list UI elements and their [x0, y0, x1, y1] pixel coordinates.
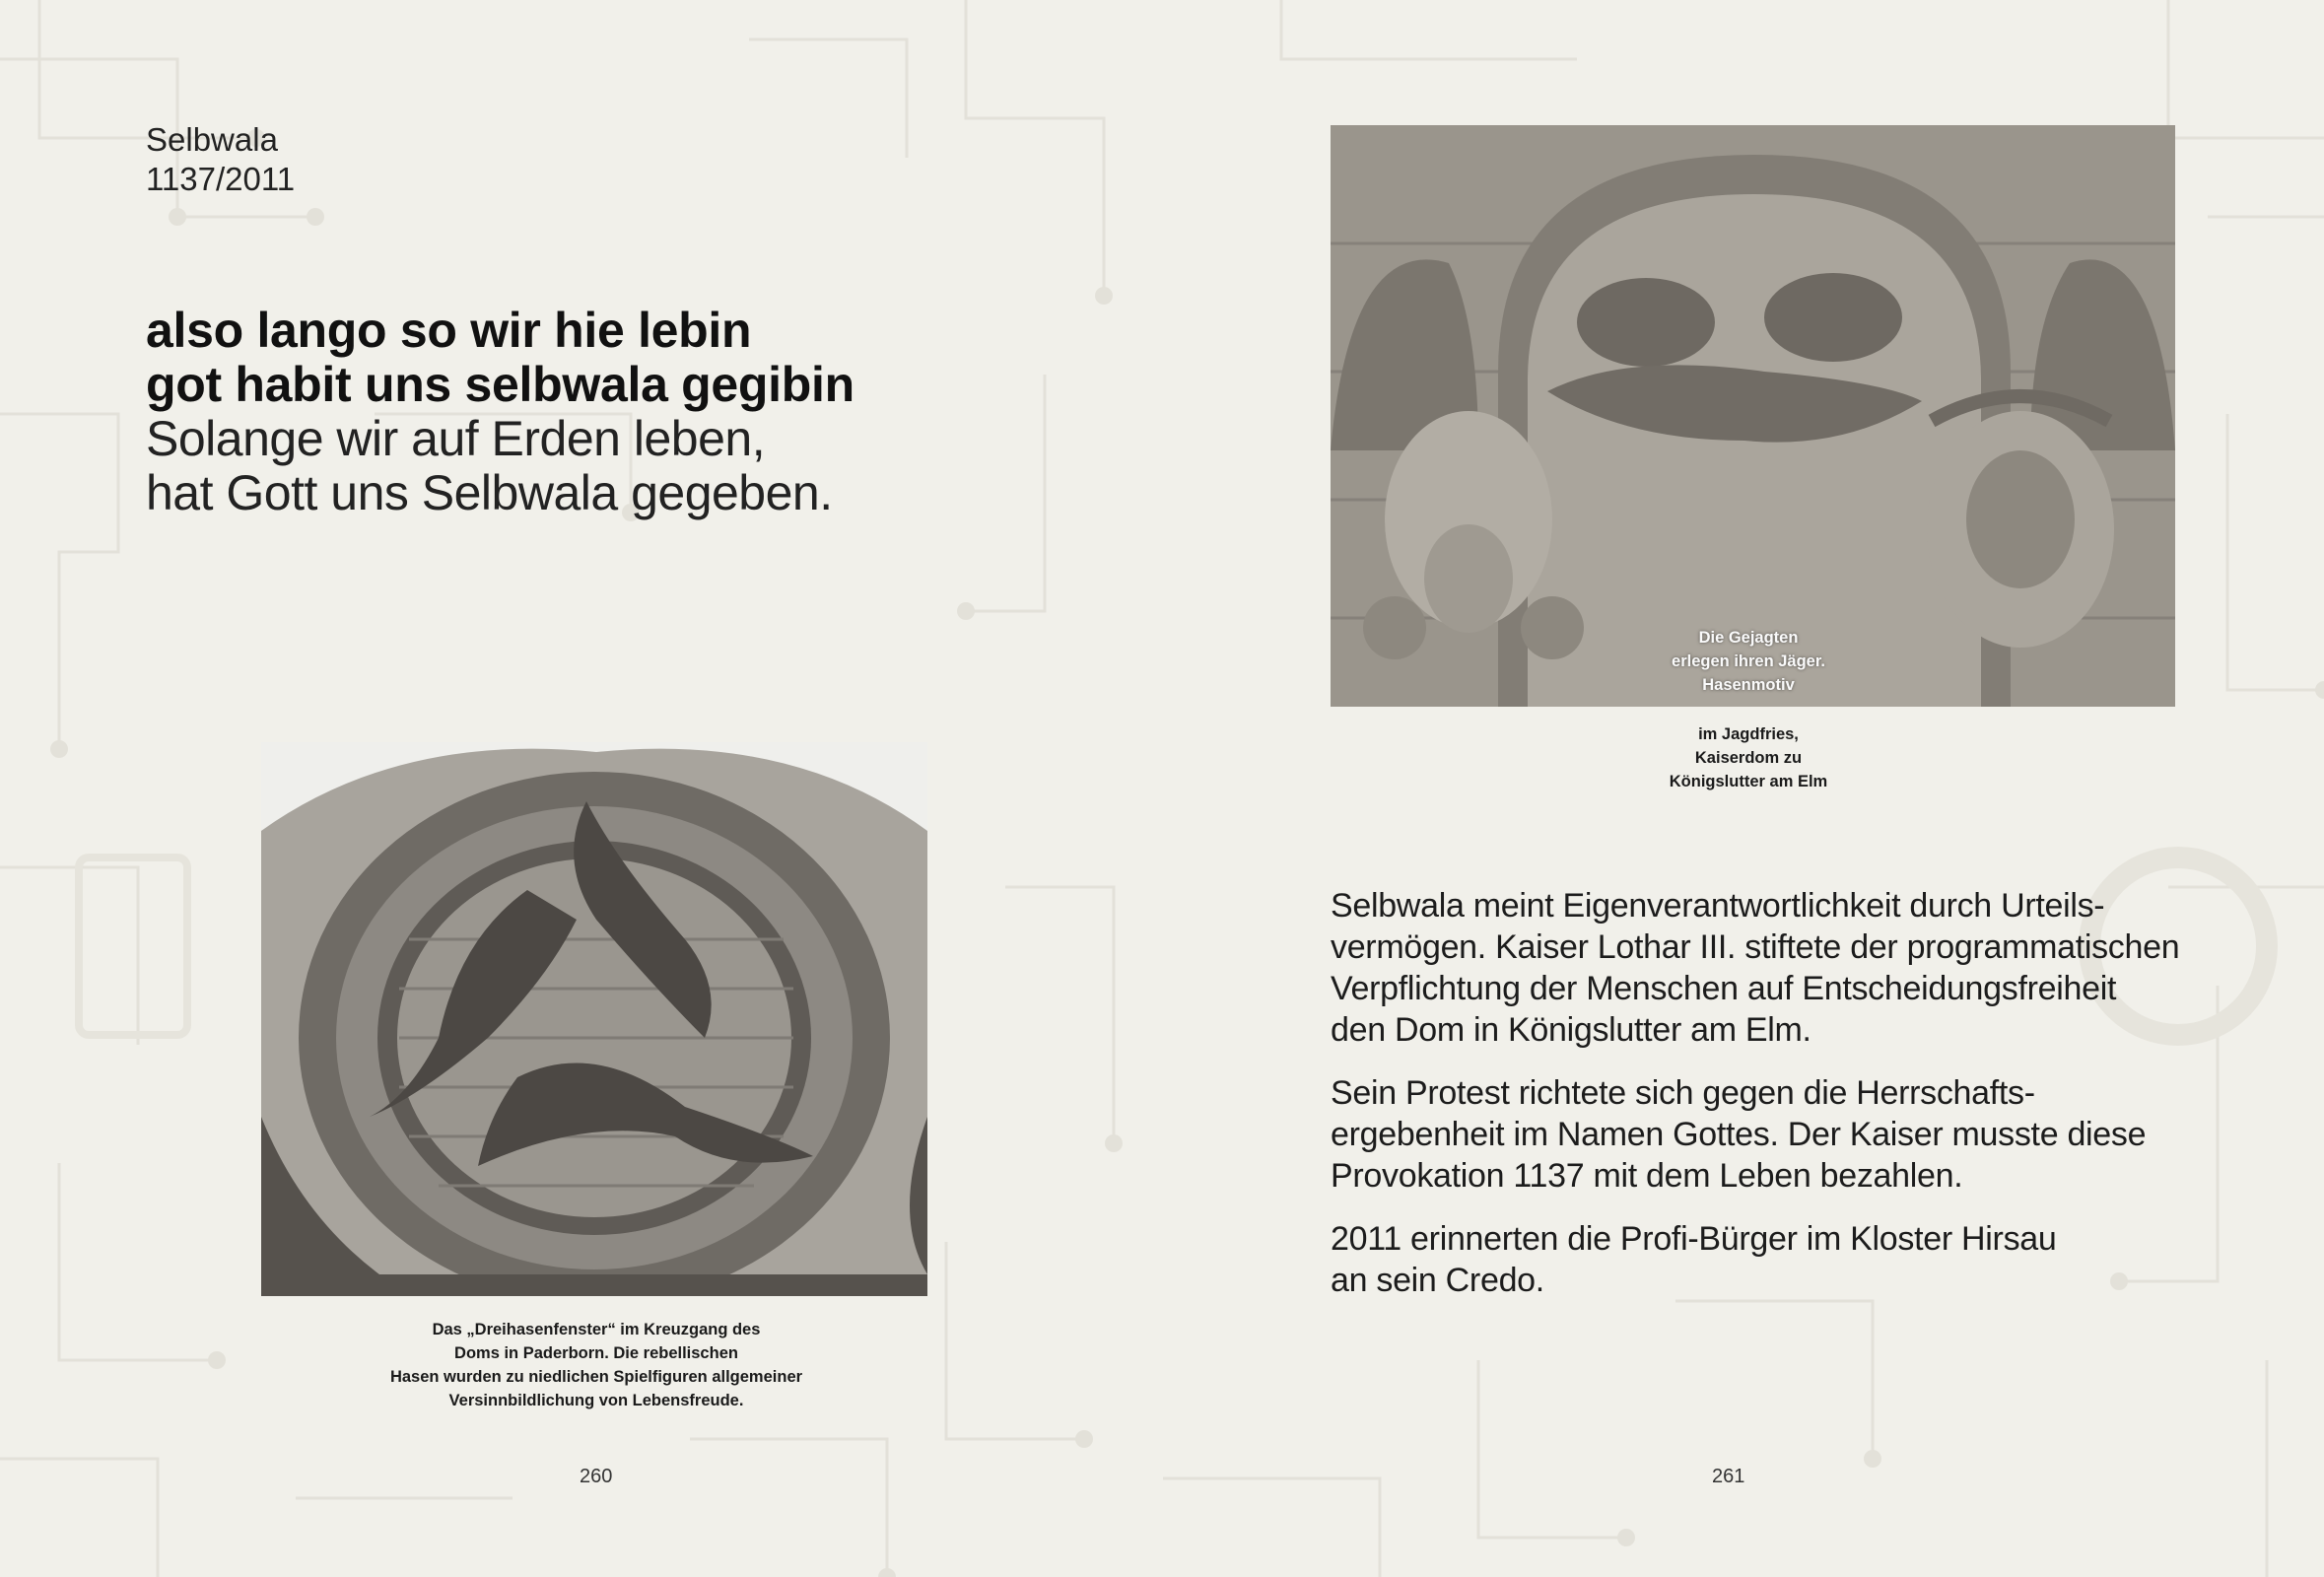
body-text — [1331, 885, 2218, 1323]
text-line: Provokation 1137 mit dem Leben bezahlen. — [1331, 1157, 1963, 1195]
text-line: den Dom in Königslutter am Elm. — [1331, 1011, 1811, 1049]
chapter-heading — [146, 120, 295, 199]
chapter-title: Selbwala — [146, 121, 278, 158]
three-hares-window-photo — [261, 742, 927, 1296]
text-line: Sein Protest richtete sich gegen die Herrschafts- — [1331, 1074, 2035, 1112]
paragraph — [1331, 1072, 2218, 1197]
verse-translation-line-1: Solange wir auf Erden leben, — [146, 411, 766, 466]
text-line: Selbwala meint Eigenverantwortlichkeit durch Urteils- — [1331, 887, 2105, 925]
verse-block — [146, 304, 854, 520]
page-number-right: 261 — [1712, 1466, 1745, 1487]
right-page — [1162, 0, 2324, 1577]
caption-line: Hasenmotiv — [1702, 676, 1795, 694]
caption-overlay — [1635, 626, 1862, 697]
text-line: vermögen. Kaiser Lothar III. stiftete der programmatischen — [1331, 928, 2180, 966]
page-number-left: 260 — [580, 1466, 613, 1487]
verse-old-line-1: also lango so wir hie lebin — [146, 303, 752, 358]
caption-line: Hasen wurden zu niedlichen Spielfiguren allgemeiner — [389, 1368, 803, 1386]
verse-translation-line-2: hat Gott uns Selbwala gegeben. — [146, 465, 833, 520]
verse-old-line-2: got habit uns selbwala gegibin — [146, 357, 854, 412]
paragraph — [1331, 1218, 2218, 1301]
caption-line: im Jagdfries, — [1698, 725, 1799, 743]
chapter-years: 1137/2011 — [146, 161, 296, 197]
caption-line: Die Gejagten — [1698, 629, 1799, 647]
left-photo-caption — [335, 1318, 857, 1412]
right-photo-caption — [1635, 629, 1862, 793]
paragraph — [1331, 885, 2218, 1051]
caption-line: erlegen ihren Jäger. — [1672, 652, 1825, 670]
text-line: Verpflichtung der Menschen auf Entscheidungsfreiheit — [1331, 970, 2117, 1007]
text-line: ergebenheit im Namen Gottes. Der Kaiser musste diese — [1331, 1116, 2147, 1153]
caption-line: Königslutter am Elm — [1669, 773, 1828, 790]
caption-line: Doms in Paderborn. Die rebellischen — [454, 1344, 738, 1362]
text-line: 2011 erinnerten die Profi-Bürger im Kloster Hirsau — [1331, 1220, 2057, 1258]
text-line: an sein Credo. — [1331, 1262, 1544, 1299]
caption-line: Das „Dreihasenfenster“ im Kreuzgang des — [432, 1321, 761, 1338]
caption-line: Kaiserdom zu — [1694, 749, 1803, 767]
hunting-frieze-photo — [1331, 125, 2175, 707]
caption-line: Versinnbildlichung von Lebensfreude. — [448, 1392, 744, 1409]
